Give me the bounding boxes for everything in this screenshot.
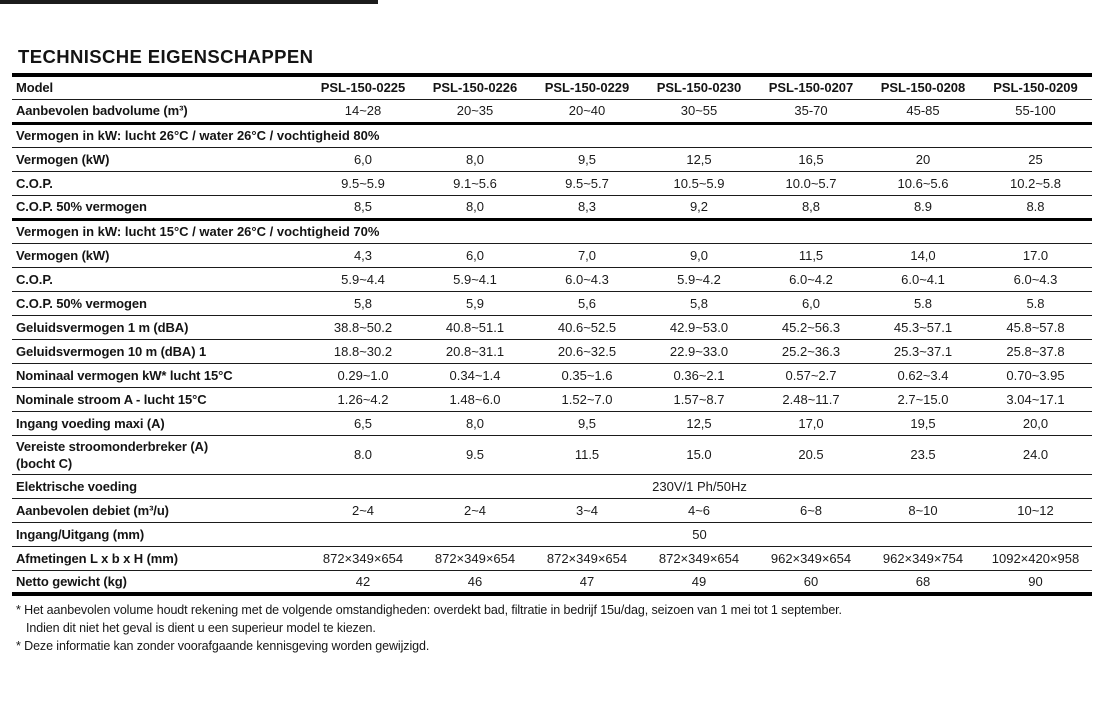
- cell-value: 0.35~1.6: [531, 363, 643, 387]
- table-row: [12, 570, 1092, 594]
- cell-value: 14~28: [307, 99, 419, 123]
- section-header-row: [12, 123, 1092, 147]
- cell-value: 20,0: [979, 411, 1092, 435]
- cell-value: 24.0: [979, 435, 1092, 474]
- cell-value: 45.3~57.1: [867, 315, 979, 339]
- cell-value: 9.5~5.9: [307, 171, 419, 195]
- cell-value: 5.8: [867, 291, 979, 315]
- cell-value: 45-85: [867, 99, 979, 123]
- cell-value: 1.52~7.0: [531, 387, 643, 411]
- cell-value: 0.62~3.4: [867, 363, 979, 387]
- cell-value: 10.6~5.6: [867, 171, 979, 195]
- row-label: Netto gewicht (kg): [12, 570, 307, 594]
- model-name: PSL-150-0209: [979, 75, 1092, 99]
- table-row: [12, 411, 1092, 435]
- cell-value: 5.9~4.1: [419, 267, 531, 291]
- model-name: PSL-150-0230: [643, 75, 755, 99]
- model-name: PSL-150-0225: [307, 75, 419, 99]
- cell-value: 10.0~5.7: [755, 171, 867, 195]
- cell-value: 9,2: [643, 195, 755, 219]
- cell-value: 4,3: [307, 243, 419, 267]
- cell-value: 872×349×654: [531, 546, 643, 570]
- row-label: C.O.P. 50% vermogen: [12, 291, 307, 315]
- table-row: [12, 171, 1092, 195]
- cell-value: 9,5: [531, 411, 643, 435]
- cell-value: 20.8~31.1: [419, 339, 531, 363]
- row-label: [12, 435, 307, 474]
- row-label-line2: (bocht C): [16, 455, 73, 471]
- scan-edge-artifact: [0, 0, 378, 4]
- section-header-row: [12, 219, 1092, 243]
- cell-value: 20~40: [531, 99, 643, 123]
- row-label: Vermogen (kW): [12, 243, 307, 267]
- cell-value: 20.6~32.5: [531, 339, 643, 363]
- cell-value: 10~12: [979, 498, 1092, 522]
- cell-value: 30~55: [643, 99, 755, 123]
- cell-value: 8,3: [531, 195, 643, 219]
- cell-value: 60: [755, 570, 867, 594]
- cell-value: 49: [643, 570, 755, 594]
- merged-value: 230V/1 Ph/50Hz: [307, 474, 1092, 498]
- row-label: Ingang/Uitgang (mm): [12, 522, 307, 546]
- cell-value: 5,8: [307, 291, 419, 315]
- cell-value: 55-100: [979, 99, 1092, 123]
- cell-value: 6.0~4.3: [531, 267, 643, 291]
- cell-value: 872×349×654: [419, 546, 531, 570]
- cell-value: 9,5: [531, 147, 643, 171]
- cell-value: 1092×420×958: [979, 546, 1092, 570]
- cell-value: 6.0~4.1: [867, 267, 979, 291]
- cell-value: 8,0: [419, 411, 531, 435]
- cell-value: 8,0: [419, 195, 531, 219]
- cell-value: 6~8: [755, 498, 867, 522]
- cell-value: 6,0: [419, 243, 531, 267]
- row-label: Aanbevolen badvolume (m³): [12, 99, 307, 123]
- table-row: [12, 435, 1092, 474]
- cell-value: 16,5: [755, 147, 867, 171]
- cell-value: 0.34~1.4: [419, 363, 531, 387]
- cell-value: 5,9: [419, 291, 531, 315]
- section-title: Vermogen in kW: lucht 26°C / water 26°C / vochtigheid 80%: [12, 123, 1092, 147]
- cell-value: 8,5: [307, 195, 419, 219]
- cell-value: 962×349×754: [867, 546, 979, 570]
- cell-value: 9.5: [419, 435, 531, 474]
- cell-value: 40.6~52.5: [531, 315, 643, 339]
- cell-value: 5,6: [531, 291, 643, 315]
- row-label: Aanbevolen debiet (m³/u): [12, 498, 307, 522]
- table-row: [12, 339, 1092, 363]
- cell-value: 15.0: [643, 435, 755, 474]
- row-label: Model: [12, 75, 307, 99]
- footnotes: [16, 601, 1092, 655]
- cell-value: 11,5: [755, 243, 867, 267]
- cell-value: 68: [867, 570, 979, 594]
- merged-value: 50: [307, 522, 1092, 546]
- model-name: PSL-150-0208: [867, 75, 979, 99]
- cell-value: 0.57~2.7: [755, 363, 867, 387]
- table-row: [12, 546, 1092, 570]
- cell-value: 872×349×654: [643, 546, 755, 570]
- cell-value: 6,5: [307, 411, 419, 435]
- cell-value: 3~4: [531, 498, 643, 522]
- cell-value: 6,0: [307, 147, 419, 171]
- cell-value: 6,0: [755, 291, 867, 315]
- row-label: C.O.P.: [12, 267, 307, 291]
- cell-value: 38.8~50.2: [307, 315, 419, 339]
- cell-value: 7,0: [531, 243, 643, 267]
- cell-value: 12,5: [643, 411, 755, 435]
- cell-value: 8.0: [307, 435, 419, 474]
- cell-value: 0.29~1.0: [307, 363, 419, 387]
- row-label: Nominaal vermogen kW* lucht 15°C: [12, 363, 307, 387]
- model-name: PSL-150-0207: [755, 75, 867, 99]
- row-label: Afmetingen L x b x H (mm): [12, 546, 307, 570]
- cell-value: 45.2~56.3: [755, 315, 867, 339]
- cell-value: 1.48~6.0: [419, 387, 531, 411]
- cell-value: 46: [419, 570, 531, 594]
- table-row: [12, 99, 1092, 123]
- cell-value: 35-70: [755, 99, 867, 123]
- cell-value: 8.8: [979, 195, 1092, 219]
- cell-value: 22.9~33.0: [643, 339, 755, 363]
- cell-value: 20~35: [419, 99, 531, 123]
- cell-value: 10.2~5.8: [979, 171, 1092, 195]
- cell-value: 2.48~11.7: [755, 387, 867, 411]
- cell-value: 2~4: [419, 498, 531, 522]
- row-label: Nominale stroom A - lucht 15°C: [12, 387, 307, 411]
- table-row: [12, 195, 1092, 219]
- cell-value: 8,8: [755, 195, 867, 219]
- cell-value: 47: [531, 570, 643, 594]
- row-label: Geluidsvermogen 1 m (dBA): [12, 315, 307, 339]
- cell-value: 5,8: [643, 291, 755, 315]
- row-label: Elektrische voeding: [12, 474, 307, 498]
- footnote-line: Indien dit niet het geval is dient u een superieur model te kiezen.: [26, 621, 376, 635]
- cell-value: 20: [867, 147, 979, 171]
- cell-value: 10.5~5.9: [643, 171, 755, 195]
- model-name: PSL-150-0226: [419, 75, 531, 99]
- cell-value: 5.9~4.2: [643, 267, 755, 291]
- table-row: [12, 387, 1092, 411]
- row-label: C.O.P.: [12, 171, 307, 195]
- cell-value: 11.5: [531, 435, 643, 474]
- cell-value: 0.70~3.95: [979, 363, 1092, 387]
- cell-value: 90: [979, 570, 1092, 594]
- cell-value: 20.5: [755, 435, 867, 474]
- cell-value: 23.5: [867, 435, 979, 474]
- cell-value: 8,0: [419, 147, 531, 171]
- row-label: C.O.P. 50% vermogen: [12, 195, 307, 219]
- cell-value: 962×349×654: [755, 546, 867, 570]
- cell-value: 45.8~57.8: [979, 315, 1092, 339]
- row-label: Ingang voeding maxi (A): [12, 411, 307, 435]
- cell-value: 12,5: [643, 147, 755, 171]
- cell-value: 9.5~5.7: [531, 171, 643, 195]
- cell-value: 42: [307, 570, 419, 594]
- row-label-line1: Vereiste stroomonderbreker (A): [16, 438, 209, 454]
- cell-value: 8~10: [867, 498, 979, 522]
- cell-value: 25: [979, 147, 1092, 171]
- page-title: TECHNISCHE EIGENSCHAPPEN: [18, 46, 314, 67]
- footnote-line: * Het aanbevolen volume houdt rekening met de volgende omstandigheden: overdekt bad, filtratie in bedrijf 15u/dag, seizoen van 1 mei tot 1 september.: [16, 603, 842, 617]
- cell-value: 18.8~30.2: [307, 339, 419, 363]
- specs-table-body: [12, 99, 1092, 594]
- table-row: [12, 243, 1092, 267]
- cell-value: 25.8~37.8: [979, 339, 1092, 363]
- model-header-row: [12, 75, 1092, 99]
- row-label: Vermogen (kW): [12, 147, 307, 171]
- cell-value: 14,0: [867, 243, 979, 267]
- cell-value: 25.3~37.1: [867, 339, 979, 363]
- table-row: [12, 315, 1092, 339]
- table-row: [12, 363, 1092, 387]
- cell-value: 0.36~2.1: [643, 363, 755, 387]
- row-label: Geluidsvermogen 10 m (dBA) 1: [12, 339, 307, 363]
- cell-value: 3.04~17.1: [979, 387, 1092, 411]
- cell-value: 40.8~51.1: [419, 315, 531, 339]
- cell-value: 2.7~15.0: [867, 387, 979, 411]
- cell-value: 19,5: [867, 411, 979, 435]
- cell-value: 872×349×654: [307, 546, 419, 570]
- cell-value: 17.0: [979, 243, 1092, 267]
- cell-value: 1.57~8.7: [643, 387, 755, 411]
- cell-value: 5.8: [979, 291, 1092, 315]
- cell-value: 25.2~36.3: [755, 339, 867, 363]
- table-row: [12, 291, 1092, 315]
- cell-value: 6.0~4.3: [979, 267, 1092, 291]
- cell-value: 6.0~4.2: [755, 267, 867, 291]
- table-row: [12, 267, 1092, 291]
- table-row: [12, 474, 1092, 498]
- model-name: PSL-150-0229: [531, 75, 643, 99]
- table-row: [12, 498, 1092, 522]
- cell-value: 5.9~4.4: [307, 267, 419, 291]
- cell-value: 9,0: [643, 243, 755, 267]
- cell-value: 4~6: [643, 498, 755, 522]
- specs-table: [12, 73, 1092, 596]
- cell-value: 9.1~5.6: [419, 171, 531, 195]
- cell-value: 8.9: [867, 195, 979, 219]
- cell-value: 2~4: [307, 498, 419, 522]
- cell-value: 17,0: [755, 411, 867, 435]
- section-title: Vermogen in kW: lucht 15°C / water 26°C / vochtigheid 70%: [12, 219, 1092, 243]
- table-row: [12, 147, 1092, 171]
- footnote-line: * Deze informatie kan zonder voorafgaande kennisgeving worden gewijzigd.: [16, 639, 430, 653]
- table-row: [12, 522, 1092, 546]
- cell-value: 42.9~53.0: [643, 315, 755, 339]
- cell-value: 1.26~4.2: [307, 387, 419, 411]
